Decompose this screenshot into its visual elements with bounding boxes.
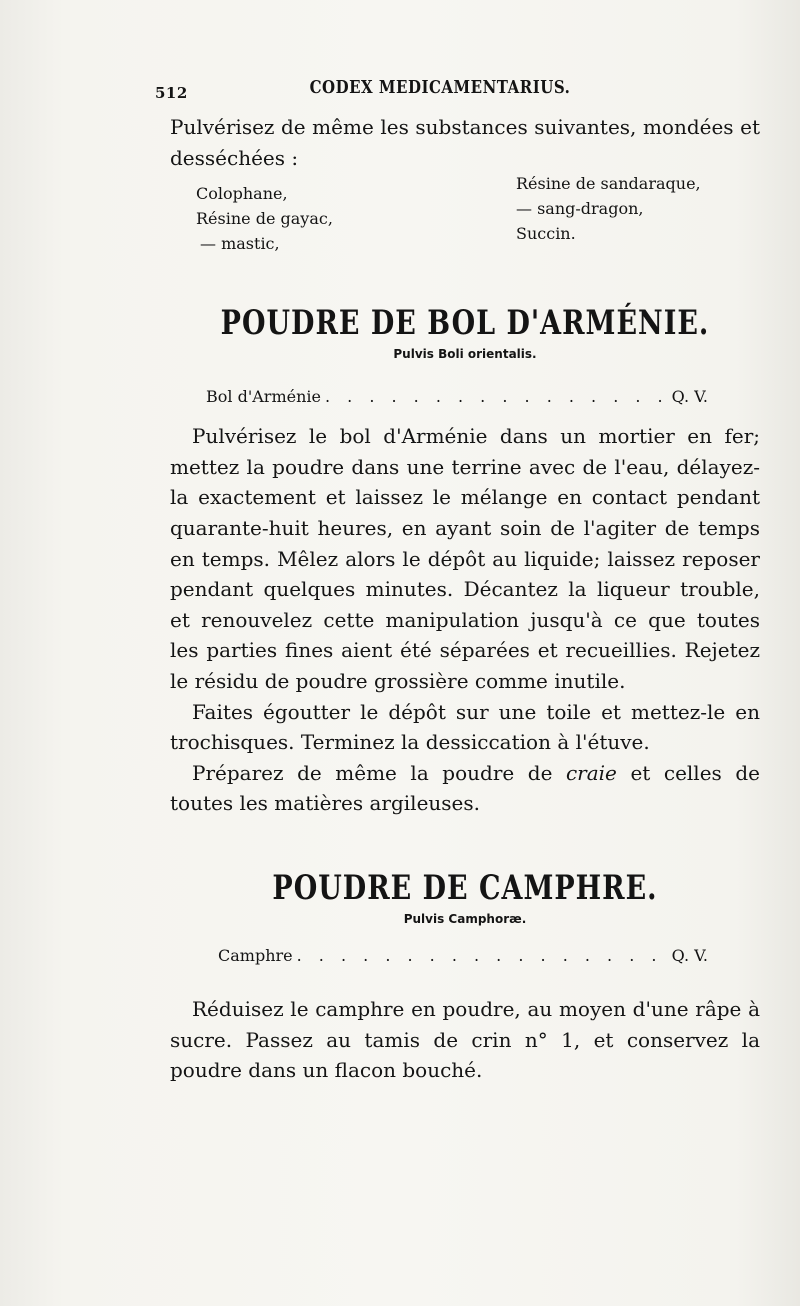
page-header: [155, 78, 725, 108]
ingredient-line: [206, 385, 708, 409]
ingredient-quantity: Q. V.: [671, 945, 708, 965]
ingredient-line: [218, 944, 708, 968]
substance-item: Résine de gayac,: [196, 209, 333, 229]
intro-paragraph: Pulvérisez de même les substances suivantes, mondées et desséchées :: [170, 115, 760, 170]
substance-item: — mastic,: [200, 234, 280, 254]
substance-list: [196, 174, 760, 256]
substance-column-right: [516, 171, 786, 256]
substance-item: Colophane,: [196, 184, 288, 204]
section-subtitle: Pulvis Camphoræ.: [403, 911, 527, 926]
italic-term: craie: [565, 760, 617, 785]
instruction-paragraph: Réduisez le camphre en poudre, au moyen d'une râpe à sucre. Passez au tamis de crin n° 1, et conservez la poudre dans un flacon bouché.: [170, 996, 760, 1083]
instruction-paragraph: Faites égoutter le dépôt sur une toile et mettez-le en trochisques. Terminez la dessiccation à l'étuve.: [170, 699, 760, 755]
ingredient-name: Bol d'Arménie: [206, 387, 321, 407]
ingredient-name: Camphre: [218, 945, 293, 965]
section-bol-armenie: [170, 304, 760, 819]
running-title: CODEX MEDICAMENTARIUS.: [309, 76, 571, 98]
section-camphre: [170, 869, 760, 1086]
paragraph-text: Préparez de même la poudre de: [192, 760, 566, 785]
section-title: POUDRE DE BOL D'ARMÉNIE.: [220, 304, 710, 344]
substance-column-left: [196, 181, 496, 256]
substance-item: Résine de sandaraque,: [516, 174, 701, 194]
substance-item: — sang-dragon,: [516, 199, 644, 219]
dot-leader: [297, 944, 664, 968]
paragraph-text: et celles de toutes les matières argileuses.: [170, 760, 760, 816]
section-title: POUDRE DE CAMPHRE.: [272, 869, 658, 908]
section-subtitle: Pulvis Boli orientalis.: [393, 347, 537, 362]
page-number: 512: [155, 84, 188, 102]
substance-item: Succin.: [516, 224, 576, 244]
page-content: [170, 112, 760, 1086]
instruction-paragraph: Pulvérisez le bol d'Arménie dans un mortier en fer; mettez la poudre dans une terrine avec de l'eau, délayez-la exactement et laissez le mélange en contact pendant quarante-huit heures, en ayant soin de l'agiter de temps en temps. Mêlez alors le dépôt au liquide; laissez reposer pendant quelques minutes. Décantez la liqueur trouble, et renouvelez cette manipulation jusqu'à ce que toutes les parties fines aient été séparées et recueillies. Rejetez le résidu de poudre grossière comme inutile.: [170, 424, 760, 693]
dot-leader: [325, 385, 664, 409]
ingredient-quantity: Q. V.: [671, 387, 708, 407]
instruction-paragraph: [170, 758, 760, 819]
